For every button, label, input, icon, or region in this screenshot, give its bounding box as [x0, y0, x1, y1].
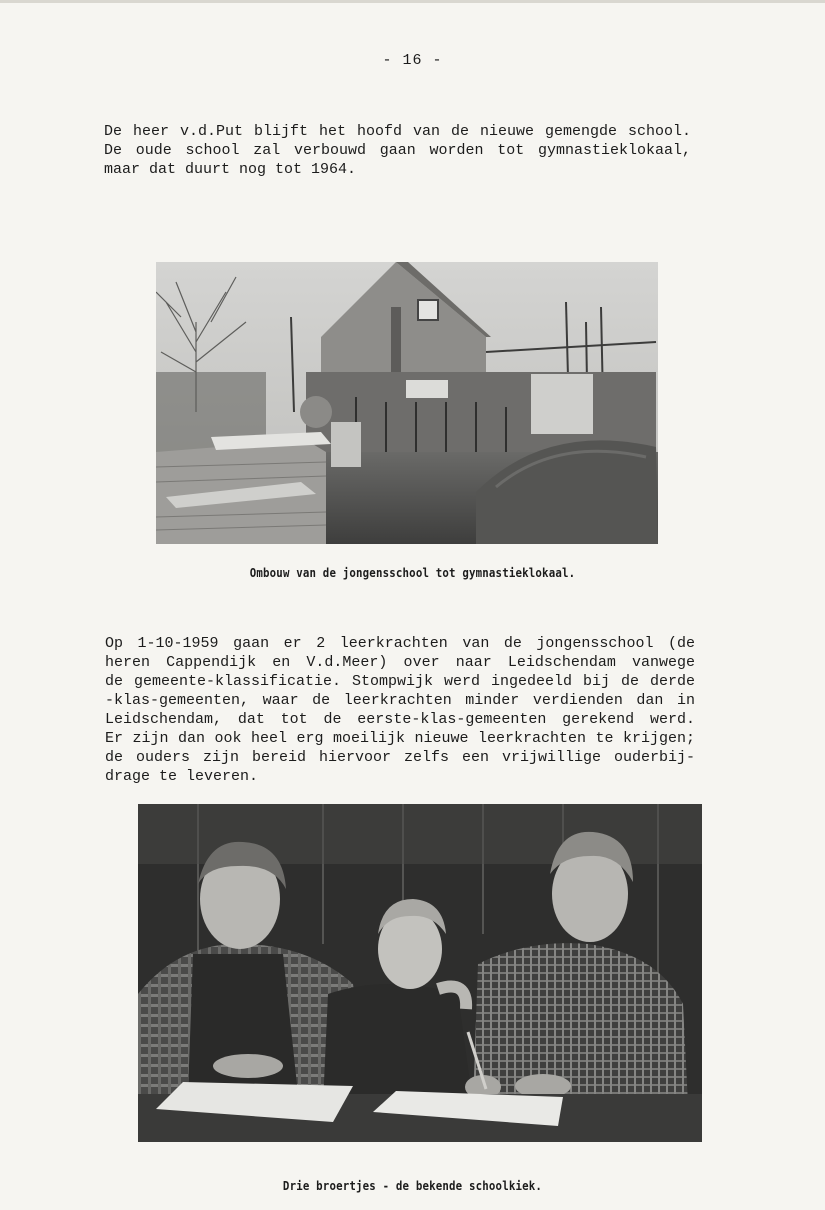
text-line: de ouders zijn bereid hiervoor zelfs een vrijwillige ouderbij- — [105, 749, 695, 766]
text-line: heren Cappendijk en V.d.Meer) over naar Leidschendam vanwege — [105, 654, 695, 671]
paragraph-new-school-head — [104, 122, 691, 179]
text-line: Op 1-10-1959 gaan er 2 leerkrachten van de jongensschool (de — [105, 635, 695, 652]
photo1-caption: Ombouw van de jongensschool tot gymnastieklokaal. — [249, 565, 576, 580]
text-line: maar dat duurt nog tot 1964. — [104, 161, 357, 178]
paragraph-teachers-leave — [105, 634, 695, 786]
photo-three-brothers — [138, 804, 702, 1142]
text-line: De heer v.d.Put blijft het hoofd van de nieuwe gemengde school. — [104, 123, 691, 140]
text-line: De oude school zal verbouwd gaan worden tot gymnastieklokaal, — [104, 142, 691, 159]
text-line: de gemeente-klassificatie. Stompwijk werd ingedeeld bij de derde — [105, 673, 695, 690]
text-line: Er zijn dan ook heel erg moeilijk nieuwe leerkrachten te krijgen; — [105, 730, 695, 747]
page-number: - 16 - — [382, 52, 443, 69]
photo-construction-site — [156, 262, 658, 544]
photo2-caption: Drie broertjes - de bekende schoolkiek. — [282, 1178, 543, 1193]
text-line: Leidschendam, dat tot de eerste-klas-gemeenten gerekend werd. — [105, 711, 695, 728]
page-edge — [0, 0, 825, 3]
text-line: drage te leveren. — [105, 768, 259, 785]
text-line: -klas-gemeenten, waar de leerkrachten minder verdienden dan in — [105, 692, 695, 709]
